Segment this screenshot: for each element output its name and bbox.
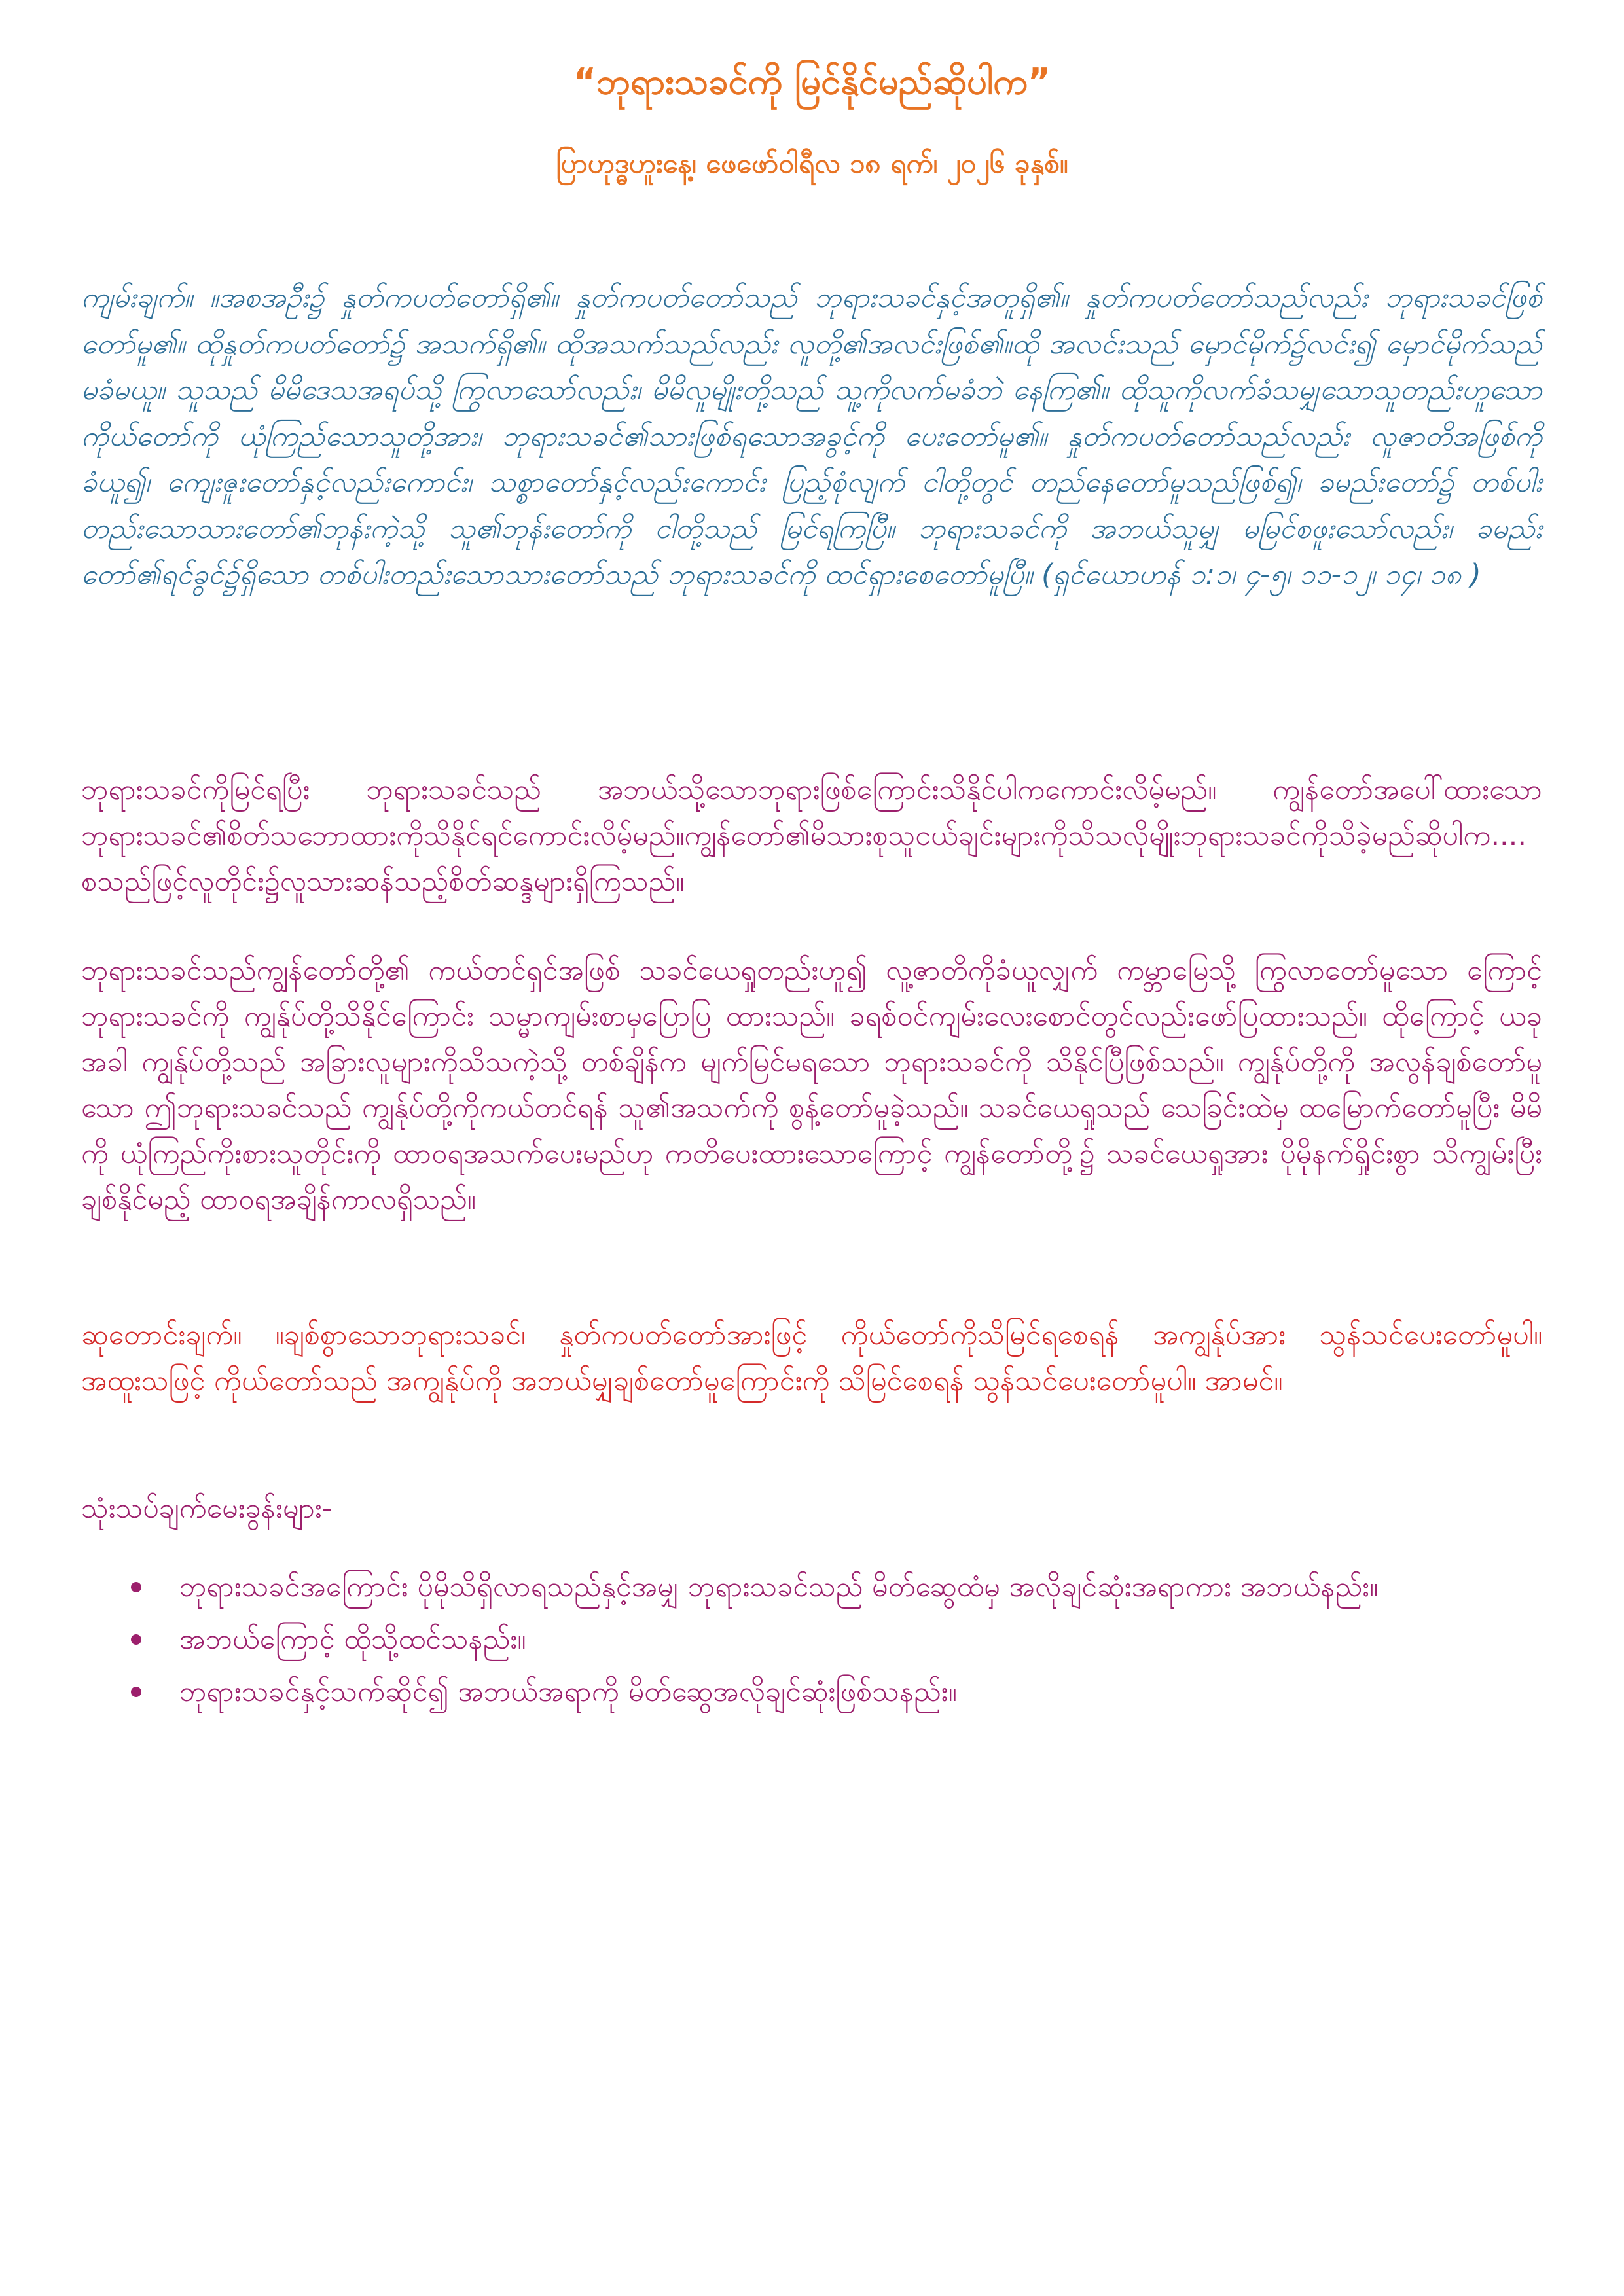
bullet-icon bbox=[131, 1634, 141, 1645]
intro-paragraph: ဘုရားသခင်ကိုမြင်ရပြီး ဘုရားသခင်သည် အဘယ်သို့သောဘုရားဖြစ်ကြောင်းသိနိုင်ပါကကောင်းလိမ့်မည်။ ကျွန်တော်အပေါ်ထားသော ဘုရားသခင်၏စိတ်သဘောထားကိုသိနိုင်ရင်ကောင်းလိမ့်မည်။ကျွန်တော်၏မိသားစုသူငယ်ချင်းများကိုသိသလိုမျိုးဘုရားသခင်ကိုသိခဲ့မည်ဆိုပါက.... စသည်ဖြင့်လူတိုင်း၌လူသားဆန်သည့်စိတ်ဆန္ဒများရှိကြသည်။ bbox=[81, 774, 1542, 898]
reflection-questions-list bbox=[81, 1561, 1542, 1718]
page-title: “ဘုရားသခင်ကို မြင်နိုင်မည်ဆိုပါက” bbox=[573, 61, 1051, 102]
date-line: ပြာဟုဒ္ဓဟူးနေ့၊ ဖေဖော်ဝါရီလ ၁၈ ရက်၊ ၂၀၂၆ ခုနှစ်။ bbox=[556, 147, 1068, 179]
reflection-question bbox=[81, 1561, 1542, 1613]
question-text: ဘုရားသခင်အကြောင်း ပိုမိုသိရှိလာရသည်နှင့်အမျှ ဘုရားသခင်သည် မိတ်ဆွေထံမှ အလိုချင်ဆုံးအရာကား အဘယ်နည်း။ bbox=[179, 1571, 1379, 1604]
reflection-question bbox=[81, 1613, 1542, 1666]
bullet-icon bbox=[131, 1582, 141, 1592]
body-paragraph: ဘုရားသခင်သည်ကျွန်တော်တို့၏ ကယ်တင်ရှင်အဖြစ် သခင်ယေရှုတည်းဟူ၍ လူ့ဇာတိကိုခံယူလျှက် ကမ္ဘာမြေသို့ ကြွလာတော်မူသော ကြောင့် ဘုရားသခင်ကို ကျွန်ုပ်တို့သိနိုင်ကြောင်း သမ္မာကျမ်းစာမှပြောပြ ထားသည်။ ခရစ်ဝင်ကျမ်းလေးစောင်တွင်လည်းဖော်ပြထားသည်။ ထိုကြောင့် ယခုအခါ ကျွန်ုပ်တို့သည် အခြားလူများကိုသိသကဲ့သို့ တစ်ချိန်က မျက်မြင်မရသော ဘုရားသခင်ကို သိနိုင်ပြီဖြစ်သည်။ ကျွန်ုပ်တို့ကို အလွန်ချစ်တော်မူသော ဤဘုရားသခင်သည် ကျွန်ုပ်တို့ကိုကယ်တင်ရန် သူ၏အသက်ကို စွန့်တော်မူခဲ့သည်။ သခင်ယေရှုသည် သေခြင်းထဲမှ ထမြောက်တော်မူပြီး မိမိကို ယုံကြည်ကိုးစားသူတိုင်းကို ထာဝရအသက်ပေးမည်ဟု ကတိပေးထားသောကြောင့် ကျွန်တော်တို့၌ သခင်ယေရှုအား ပိုမိုနက်ရှိုင်းစွာ သိကျွမ်းပြီး ချစ်နိုင်မည့် ထာဝရအချိန်ကာလရှိသည်။ bbox=[81, 954, 1542, 1216]
reflection-heading: သုံးသပ်ချက်မေးခွန်းများ- bbox=[81, 1492, 333, 1525]
question-text: ဘုရားသခင်နှင့်သက်ဆိုင်၍ အဘယ်အရာကို မိတ်ဆွေအလိုချင်ဆုံးဖြစ်သနည်း။ bbox=[179, 1676, 957, 1708]
prayer-paragraph: ဆုတောင်းချက်။ ။ချစ်စွာသောဘုရားသခင်၊ နှုတ်ကပတ်တော်အားဖြင့် ကိုယ်တော်ကိုသိမြင်ရစေရန် အကျွန်ုပ်အား သွန်သင်ပေးတော်မူပါ။ အထူးသဖြင့် ကိုယ်တော်သည် အကျွန်ုပ်ကို အဘယ်မျှချစ်တော်မူကြောင်းကို သိမြင်စေရန် သွန်သင်ပေးတော်မူပါ။ အာမင်။ bbox=[81, 1319, 1542, 1397]
scripture-passage: ကျမ်းချက်။ ။အစအဦး၌ နှုတ်ကပတ်တော်ရှိ၏။ နှုတ်ကပတ်တော်သည် ဘုရားသခင်နှင့်အတူရှိ၏။ နှုတ်ကပတ်တော်သည်လည်း ဘုရားသခင်ဖြစ်တော်မူ၏။ ထိုနှုတ်ကပတ်တော်၌ အသက်ရှိ၏။ ထိုအသက်သည်လည်း လူတို့၏အလင်းဖြစ်၏။ထို အလင်းသည် မှောင်မိုက်၌လင်း၍ မှောင်မိုက်သည် မခံမယူ။ သူသည် မိမိဒေသအရပ်သို့ ကြွလာသော်လည်း၊ မိမိလူမျိုးတို့သည် သူ့ကိုလက်မခံဘဲ နေကြ၏။ ထိုသူကိုလက်ခံသမျှသောသူတည်းဟူသော ကိုယ်တော်ကို ယုံကြည်သောသူတို့အား၊ ဘုရားသခင်၏သားဖြစ်ရသောအခွင့်ကို ပေးတော်မူ၏။ နှုတ်ကပတ်တော်သည်လည်း လူဇာတိအဖြစ်ကိုခံယူ၍၊ ကျေးဇူးတော်နှင့်လည်းကောင်း၊ သစ္စာတော်နှင့်လည်းကောင်း ပြည့်စုံလျက် ငါတို့တွင် တည်နေတော်မူသည်ဖြစ်၍၊ ခမည်းတော်၌ တစ်ပါးတည်းသောသားတော်၏ဘုန်းကဲ့သို့ သူ၏ဘုန်းတော်ကို ငါတို့သည် မြင်ရကြပြီ။ ဘုရားသခင်ကို အဘယ်သူမျှ မမြင်စဖူးသော်လည်း၊ ခမည်းတော်၏ရင်ခွင်၌ရှိသော တစ်ပါးတည်းသောသားတော်သည် ဘုရားသခင်ကို ထင်ရှားစေတော်မူပြီ။ (ရှင်ယောဟန် ၁:၁၊ ၄-၅၊ ၁၁-၁၂၊ ၁၄၊ ၁၈ ) bbox=[81, 281, 1542, 591]
question-text: အဘယ်ကြောင့် ထိုသို့ထင်သနည်း။ bbox=[179, 1623, 526, 1656]
bullet-icon bbox=[131, 1687, 141, 1697]
reflection-question bbox=[81, 1666, 1542, 1718]
